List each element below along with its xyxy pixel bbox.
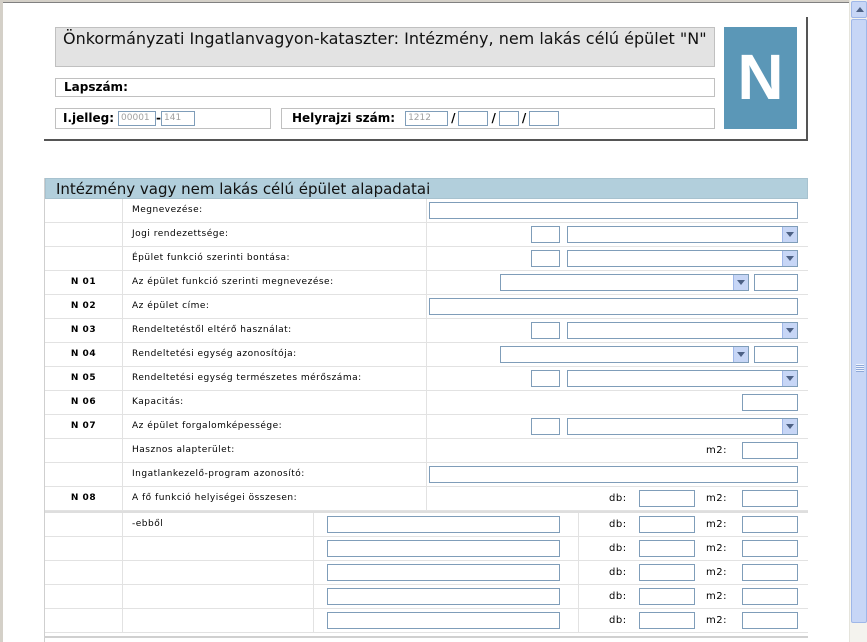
page-title: Önkormányzati Ingatlanvagyon-kataszter: Intézmény, nem lakás célú épület "N" [55,27,715,67]
db-label: db: [609,567,627,578]
form-row-n05 [45,367,808,391]
epulet-cime-input[interactable] [429,298,798,315]
ebbol-name-input[interactable] [327,540,560,557]
jelleg-input-1[interactable]: 00001 [118,111,156,126]
row-label: Az épület címe: [132,301,210,311]
form-row-n06 [45,391,808,415]
form-row-n01 [45,271,808,295]
jelleg-input-2[interactable]: 141 [161,111,195,126]
section-title: Intézmény vagy nem lakás célú épület alapadatai [45,178,808,199]
m2-label: m2: [706,445,727,456]
row-label: Jogi rendezettsége: [132,229,229,239]
row-code: N 01 [45,271,123,294]
m2-label: m2: [706,519,727,530]
row-label: Ingatlankezelő-program azonosító: [132,469,305,479]
row-label: Az épület forgalomképessége: [132,421,283,431]
ebbol-row [45,513,808,537]
m2-label: m2: [706,567,727,578]
basic-data-section [44,178,808,642]
hrsz-sep-2: / [491,111,496,125]
row-label: Hasznos alapterület: [132,445,235,455]
grip-icon [856,364,864,372]
elteres-hasznalat-select[interactable] [567,322,798,339]
ebbol-db-input[interactable] [639,588,695,605]
hrsz-sep-1: / [451,111,456,125]
row-label: Megnevezése: [132,205,203,215]
m2-label: m2: [706,615,727,626]
section-bottom-divider [44,636,808,642]
chevron-down-icon[interactable] [782,227,797,242]
row-code: N 03 [45,319,123,342]
ebbol-name-input[interactable] [327,588,560,605]
row-code [45,463,123,486]
ebbol-label: -ebből [132,519,164,529]
row-code: N 05 [45,367,123,390]
ebbol-row [45,609,808,633]
jelleg-field [55,108,271,129]
ebbol-m2-input[interactable] [742,540,798,557]
ebbol-m2-input[interactable] [742,612,798,629]
window-left-border [0,0,3,642]
row-label: A fő funkció helyiségei összesen: [132,493,298,503]
fo-funkcio-m2-input[interactable] [742,490,798,507]
row-code [45,223,123,246]
ebbol-name-input[interactable] [327,564,560,581]
ebbol-m2-input[interactable] [742,516,798,533]
chevron-down-icon[interactable] [782,323,797,338]
ebbol-name-input[interactable] [327,612,560,629]
meroszam-select[interactable] [567,370,798,387]
ebbol-db-input[interactable] [639,612,695,629]
form-row-n04 [45,343,808,367]
row-code: N 06 [45,391,123,414]
row-code: N 02 [45,295,123,318]
row-label: Kapacitás: [132,397,184,407]
ebbol-row [45,561,808,585]
jogi-rendezettseg-select[interactable] [567,226,798,243]
ebbol-name-input[interactable] [327,516,560,533]
chevron-down-icon[interactable] [782,419,797,434]
form-row-program-azonosito [45,463,808,487]
m2-label: m2: [706,493,727,504]
form-row-jogi-rendezettseg [45,223,808,247]
ebbol-group [45,511,808,633]
form-row-n07 [45,415,808,439]
row-label: Rendeltetéstől eltérő használat: [132,325,292,335]
forgalomkepesseg-select[interactable] [567,418,798,435]
ebbol-row [45,585,808,609]
elteres-code-input[interactable] [531,322,560,339]
megnevezes-input[interactable] [429,202,798,219]
ebbol-m2-input[interactable] [742,564,798,581]
row-code: N 04 [45,343,123,366]
row-label: Épület funkció szerinti bontása: [132,253,291,263]
row-code: N 07 [45,415,123,438]
scrollbar-thumb[interactable] [851,19,867,623]
row-label: Rendeltetési egység természetes mérőszáma: [132,373,362,383]
chevron-down-icon[interactable] [733,347,748,362]
funkcio-bontas-select[interactable] [567,250,798,267]
jogi-code-input[interactable] [531,226,560,243]
chevron-down-icon[interactable] [733,275,748,290]
row-code [45,199,123,222]
m2-label: m2: [706,543,727,554]
row-code [45,439,123,462]
row-code: N 08 [45,487,123,510]
helyrajzi-szam-field [281,108,715,129]
row-label: Rendeltetési egység azonosítója: [132,349,297,359]
hrsz-input-3[interactable] [499,111,519,126]
ebbol-db-input[interactable] [639,516,695,533]
ebbol-db-input[interactable] [639,564,695,581]
hrsz-input-4[interactable] [529,111,559,126]
hrsz-input-1[interactable]: 1212 [405,111,448,126]
fo-funkcio-db-input[interactable] [639,490,695,507]
funkcio-code-input[interactable] [531,250,560,267]
merőszam-code-input[interactable] [531,370,560,387]
jelleg-dash: - [156,111,162,125]
chevron-down-icon[interactable] [782,371,797,386]
row-label: Az épület funkció szerinti megnevezése: [132,277,334,287]
hrsz-label: Helyrajzi szám: [292,111,396,125]
db-label: db: [609,493,627,504]
ebbol-row [45,537,808,561]
form-row-n08 [45,487,808,511]
chevron-down-icon[interactable] [782,251,797,266]
lapszam-field [55,78,715,97]
form-row-n02 [45,295,808,319]
ebbol-m2-input[interactable] [742,588,798,605]
forgalomkepesseg-code-input[interactable] [531,418,560,435]
hrsz-input-2[interactable] [458,111,488,126]
vertical-scrollbar[interactable] [849,0,867,642]
funkcio-megnevezes-code-input[interactable] [754,274,798,291]
row-code [45,247,123,270]
form-row-n03 [45,319,808,343]
rendeltetesi-egyseg-select[interactable] [500,346,749,363]
db-label: db: [609,615,627,626]
db-label: db: [609,591,627,602]
scroll-up-arrow-icon[interactable] [851,1,867,18]
hrsz-sep-3: / [521,111,527,125]
form-row-funkcio-bontas [45,247,808,271]
db-label: db: [609,543,627,554]
db-label: db: [609,519,627,530]
form-row-megnevezes [45,199,808,223]
type-badge-n: N [724,27,797,129]
lapszam-label: Lapszám: [64,80,128,94]
form-row-hasznos-alapterulet [45,439,808,463]
program-azonosito-input[interactable] [429,466,798,483]
kapacitas-input[interactable] [742,394,798,411]
hasznos-alapterulet-input[interactable] [742,442,798,459]
m2-label: m2: [706,591,727,602]
funkcio-megnevezes-select[interactable] [500,274,749,291]
jelleg-label: I.jelleg: [63,111,115,125]
header-card [44,17,808,141]
rendeltetesi-egyseg-code-input[interactable] [754,346,798,363]
window-top-border [0,0,849,3]
ebbol-db-input[interactable] [639,540,695,557]
